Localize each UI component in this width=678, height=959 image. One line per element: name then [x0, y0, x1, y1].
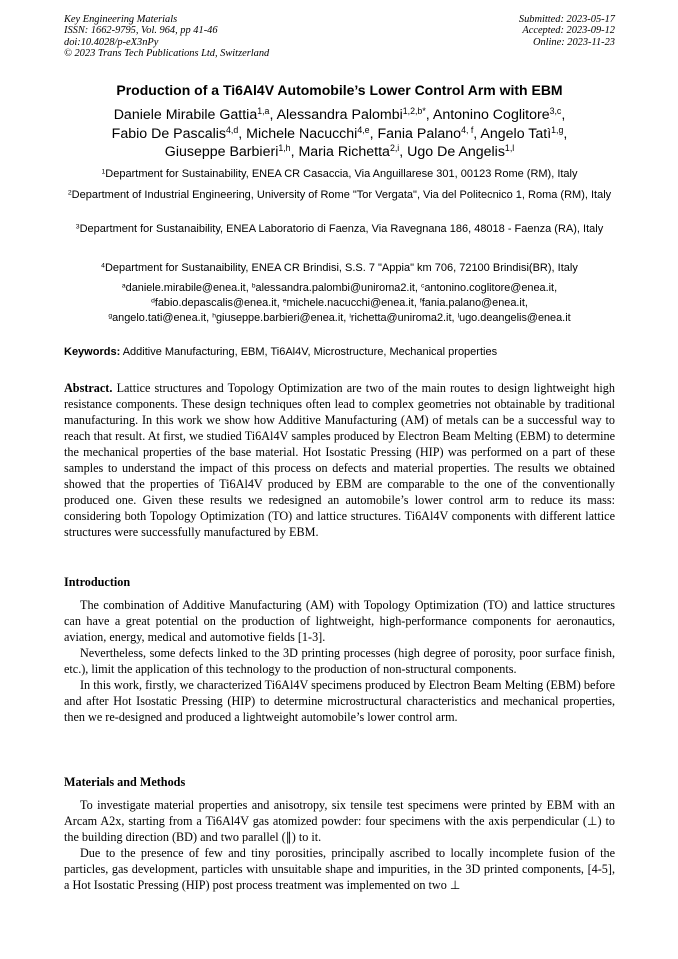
email-link[interactable]: angelo.tati@enea.it — [112, 312, 207, 324]
paragraph: Due to the presence of few and tiny porosities, principally ascribed to locally incomplete fusion of the particles, gas development, particles with unsuitable shape and impurities, in the 3D printed components, [4-5], a Hot Isostatic Pressing (HIP) post process treatment was implemented on two ⊥ — [64, 846, 615, 892]
affiliation: $^1$Department for Sustainability, ENEA CR Casaccia, Via Anguillarese 301, 00123 Rome (RM), Italy — [101, 168, 578, 180]
affiliation: $^4$Department for Sustanaibility, ENEA CR Brindisi, S.S. 7 "Appia" km 706, 72100 Brindisi(BR), Italy — [101, 262, 578, 274]
abstract — [64, 380, 615, 540]
accepted-date: Accepted: 2023-09-12 — [522, 25, 615, 37]
email-link[interactable]: fabio.depascalis@enea.it — [154, 297, 277, 309]
paper-title: Production of a Ti6Al4V Automobile’s Lower Control Arm with EBM — [116, 82, 563, 98]
author: Michele Nacucchi$^{4,e}$, — [246, 124, 378, 142]
copyright-line: © 2023 Trans Tech Publications Ltd, Switzerland — [64, 48, 270, 60]
introduction-body — [64, 597, 615, 725]
affiliation: $^2$Department of Industrial Engineering, University of Rome "Tor Vergata", Via del Politecnico 1, Roma (RM), Italy — [67, 189, 612, 201]
author: Angelo Tatì$^{1,g}$, — [480, 124, 568, 142]
publication-dates — [519, 14, 615, 48]
abstract-text: Lattice structures and Topology Optimization are two of the main routes to design lightweight high resistance components. These design techniques often lead to complex geometries not obtainable by traditional manufacturing. In this work we show how Additive Manufacturing (AM) of metals can be a successful way to reach that result. At first, we studied Ti6Al4V samples produced by Electron Beam Melting (EBM) to determine the mechanical properties of the base material. Hot Isostatic Pressing (HIP) was performed on a part of these samples to understand the impact of this process on defects and material properties. The results we obtained showed that the properties of Ti6Al4V produced by EBM are comparable to the one of the conventionally produced one. Given these results we redesigned an automobile’s lower control arm to reduce its mass: considering both Topology Optimization (TO) and lattice structures. Ti6Al4V components with different lattice structures were successfully manufactured by EBM. — [64, 381, 615, 539]
abstract-label: Abstract. — [64, 381, 113, 395]
keywords — [64, 345, 615, 359]
author: Daniele Mirabile Gattia$^{1,a}$, — [113, 106, 277, 123]
doi-link[interactable]: doi:10.4028/p-eX3nPy — [64, 36, 159, 48]
author: Giuseppe Barbieri$^{1,h}$, — [164, 143, 299, 161]
email-list: $^a$daniele.mirabile@enea.it, $^b$alessandra.palombi@uniroma2.it, $^c$antonino.coglitore@enea.it, $^d$fabio.depascalis@enea.it, $^e$michele.nacucchi@enea.it, $^f$fania.palano@enea.it, $^g$angelo.tati@enea.it, $^h$giuseppe.barbieri@enea.it, $^i$richetta@uniroma2.it, $^l$ugo.deangelis@enea.it — [108, 282, 571, 324]
submitted-date: Submitted: 2023-05-17 — [518, 14, 615, 25]
paragraph: In this work, firstly, we characterized Ti6Al4V specimens produced by Electron Beam Melting (EBM) before and after Hot Isostatic Pressing (HIP) to determine microstructural characteristics and mechanical properties, then we re-designed and produced a lightweight automobile’s lower control arm. — [64, 678, 615, 724]
email-link[interactable]: giuseppe.barbieri@enea.it — [215, 312, 344, 324]
materials-methods-body — [64, 797, 615, 893]
paragraph: The combination of Additive Manufacturing (AM) with Topology Optimization (TO) and lattice structures can have a great potential on the production of lightweight, high-performance components for aeronautics, aviation, energy, medical and automotive fields [1-3]. — [64, 598, 615, 644]
journal-name: Key Engineering Materials — [64, 14, 178, 25]
paragraph: To investigate material properties and anisotropy, six tensile test specimens were printed by EBM with an Arcam A2x, starting from a Ti6Al4V gas atomized powder: four specimens with the axis perpendicular (⊥) to the building direction (BD) and two parallel (∥) to it. — [64, 798, 615, 844]
author: Antonino Coglitore$^{3,c}$, — [432, 106, 566, 123]
introduction-heading: Introduction — [64, 575, 131, 589]
email-link[interactable]: ugo.deangelis@enea.it — [459, 312, 571, 324]
issn-line: ISSN: 1662-9795, Vol. 964, pp 41-46 — [64, 25, 218, 37]
journal-info — [64, 14, 269, 60]
email-link[interactable]: richetta@uniroma2.it — [350, 312, 452, 324]
author: Ugo De Angelis$^{1,l}$ — [407, 143, 515, 161]
email-link[interactable]: michele.nacucchi@enea.it — [286, 297, 414, 309]
keywords-text: Additive Manufacturing, EBM, Ti6Al4V, Microstructure, Mechanical properties — [122, 346, 498, 358]
online-date: Online: 2023-11-23 — [532, 36, 615, 48]
author: Alessandra Palombi$^{1,2,b*}$, — [276, 106, 433, 123]
author: Maria Richetta$^{2,i}$, — [298, 143, 408, 161]
email-link[interactable]: antonino.coglitore@enea.it — [424, 282, 555, 294]
affiliation: $^3$Department for Sustanaibility, ENEA Laboratorio di Faenza, Via Ravegnana 186, 48018 - Faenza (RA), Italy — [75, 223, 604, 235]
email-link[interactable]: alessandra.palombi@uniroma2.it — [255, 282, 415, 294]
keywords-label: Keywords: — [64, 346, 121, 358]
author: Fania Palano$^{4, f}$, — [377, 124, 481, 142]
author-list — [64, 106, 615, 162]
paragraph: Nevertheless, some defects linked to the 3D printing processes (high degree of porosity, poor surface finish, etc.), limit the application of this technology to the production of non-structural components. — [64, 646, 615, 676]
author: Fabio De Pascalis$^{4,d}$, — [111, 124, 247, 142]
email-link[interactable]: fania.palano@enea.it — [421, 297, 525, 309]
materials-methods-heading: Materials and Methods — [64, 775, 186, 789]
email-link[interactable]: daniele.mirabile@enea.it — [125, 282, 246, 294]
